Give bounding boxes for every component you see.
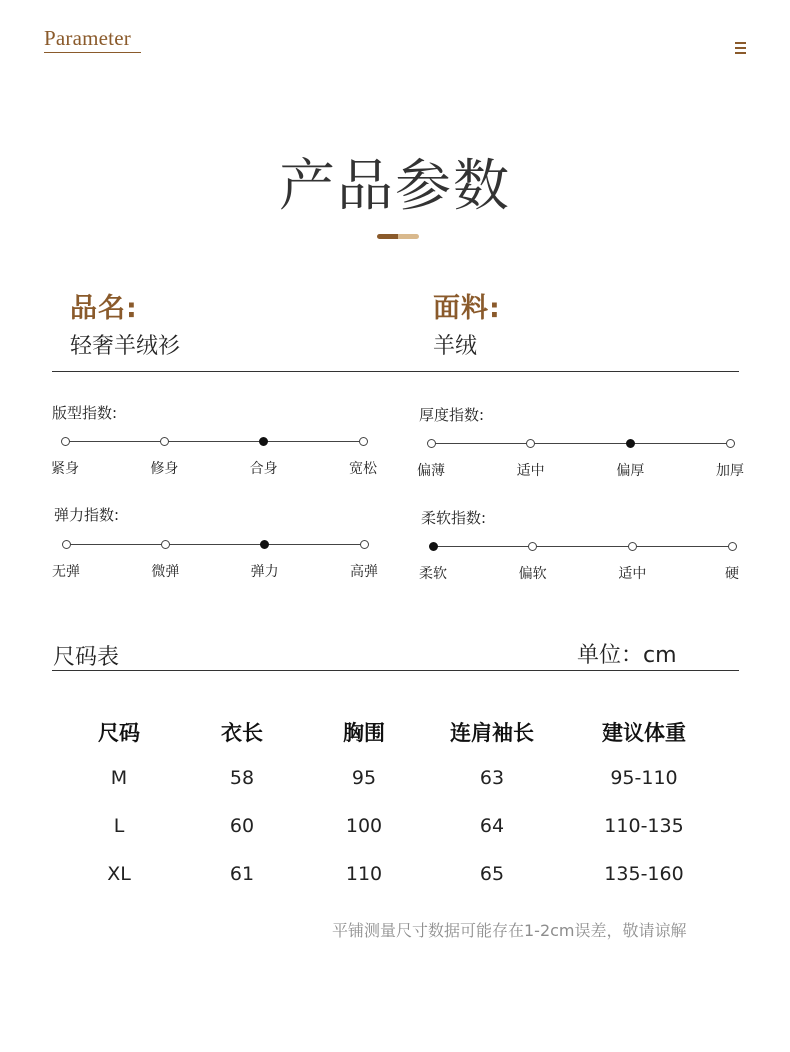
scale-option-label: 紧身 — [51, 461, 79, 477]
scale-dot[interactable] — [160, 437, 169, 446]
size-table-header: 胸围 — [343, 721, 385, 745]
size-table-cell: 95-110 — [610, 767, 678, 789]
size-table-cell: M — [110, 767, 128, 789]
size-table-cell: 65 — [479, 863, 505, 885]
scale-track — [433, 546, 732, 547]
scale-title: 弹力指数: — [54, 506, 120, 524]
page-title: 产品参数 — [279, 154, 511, 219]
scale-dot[interactable] — [161, 540, 170, 549]
size-table-cell: 64 — [479, 815, 505, 837]
size-chart-title: 尺码表 — [53, 645, 120, 670]
scale-dot-selected[interactable] — [259, 437, 268, 446]
scale-option-label: 弹力 — [250, 564, 279, 580]
menu-icon[interactable] — [735, 42, 746, 54]
scale-option-label: 微弹 — [151, 564, 180, 580]
scale-dot[interactable] — [726, 439, 735, 448]
section-divider — [52, 371, 739, 372]
scale-option-label: 偏厚 — [616, 463, 645, 479]
scale-option-label: 适中 — [516, 463, 545, 479]
size-table-cell: 61 — [229, 863, 255, 885]
size-table-cell: 58 — [229, 767, 255, 789]
product-name-label: 品名: — [70, 293, 138, 324]
scale-dot[interactable] — [427, 439, 436, 448]
scale-title: 厚度指数: — [419, 406, 485, 424]
scale-option-label: 修身 — [150, 461, 179, 477]
scale-option-label: 合身 — [249, 461, 278, 477]
size-table-cell: L — [113, 815, 125, 837]
scale-track — [65, 441, 363, 442]
scale-dot[interactable] — [62, 540, 71, 549]
scale-option-label: 适中 — [618, 566, 647, 582]
size-table-cell: XL — [107, 863, 131, 885]
scale-option-label: 偏软 — [518, 566, 547, 582]
size-table-cell: 110 — [345, 863, 383, 885]
scale-dot[interactable] — [526, 439, 535, 448]
size-table-cell: 135-160 — [604, 863, 684, 885]
size-table-header: 尺码 — [98, 721, 140, 745]
scale-track — [431, 443, 730, 444]
size-table-cell: 100 — [345, 815, 383, 837]
scale-option-label: 加厚 — [716, 463, 744, 479]
scale-title: 柔软指数: — [421, 509, 487, 527]
scale-option-label: 宽松 — [349, 461, 377, 477]
size-chart-unit: 单位：cm — [577, 643, 677, 668]
size-table-header: 建议体重 — [602, 721, 686, 745]
size-table-cell: 110-135 — [604, 815, 684, 837]
scale-track — [66, 544, 364, 545]
scale-dot[interactable] — [728, 542, 737, 551]
product-name-value: 轻奢羊绒衫 — [70, 334, 181, 359]
scale-option-label: 偏薄 — [417, 463, 445, 479]
brand-title: Parameter — [44, 26, 131, 50]
size-table-cell: 63 — [479, 767, 505, 789]
scale-option-label: 硬 — [725, 566, 739, 582]
measurement-note: 平铺测量尺寸数据可能存在1-2cm误差，敬请谅解 — [332, 921, 687, 940]
scale-title: 版型指数: — [52, 404, 118, 422]
scale-dot-selected[interactable] — [429, 542, 438, 551]
scale-dot-selected[interactable] — [260, 540, 269, 549]
scale-dot[interactable] — [360, 540, 369, 549]
scale-dot[interactable] — [359, 437, 368, 446]
size-table-header: 衣长 — [221, 721, 263, 745]
brand-underline — [44, 52, 141, 53]
size-chart-divider — [52, 670, 739, 671]
scale-dot-selected[interactable] — [626, 439, 635, 448]
scale-dot[interactable] — [628, 542, 637, 551]
title-divider — [377, 234, 419, 239]
fabric-value: 羊绒 — [433, 334, 478, 359]
scale-option-label: 高弹 — [350, 564, 378, 580]
fabric-label: 面料: — [433, 293, 501, 324]
scale-dot[interactable] — [61, 437, 70, 446]
scale-option-label: 无弹 — [52, 564, 80, 580]
size-table-cell: 95 — [351, 767, 377, 789]
scale-dot[interactable] — [528, 542, 537, 551]
size-table-header: 连肩袖长 — [450, 721, 534, 745]
scale-option-label: 柔软 — [419, 566, 447, 582]
size-table-cell: 60 — [229, 815, 255, 837]
